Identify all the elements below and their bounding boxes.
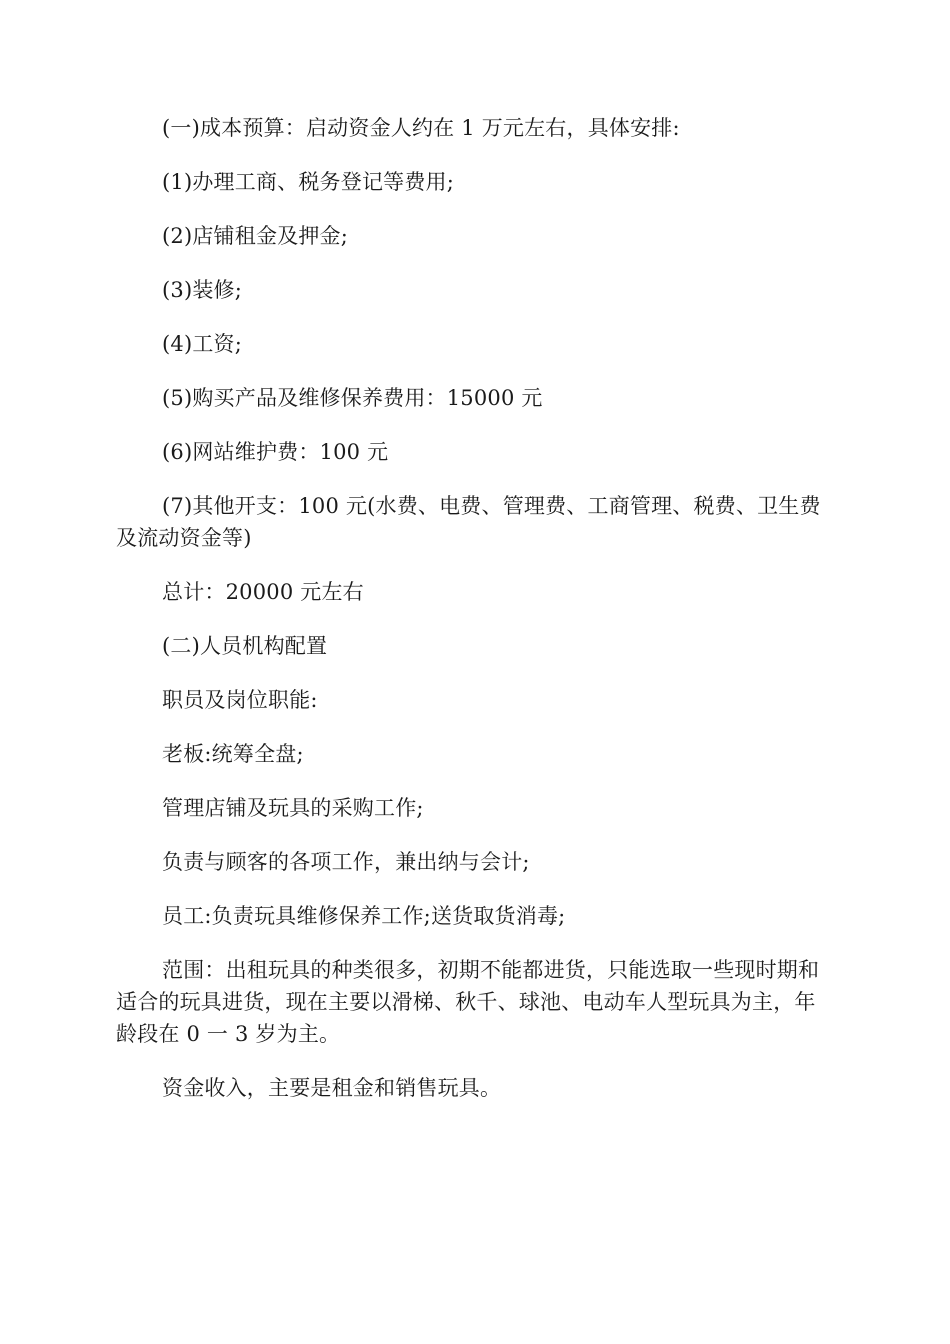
paragraph-item-5: (5)购买产品及维修保养费用：15000 元 — [162, 386, 543, 410]
paragraph-role-management: 管理店铺及玩具的采购工作; — [162, 796, 424, 820]
paragraph-item-4: (4)工资; — [162, 332, 243, 356]
document-body — [116, 112, 832, 1126]
paragraph-item-7: (7)其他开支：100 元(水费、电费、管理费、工商管理、税费、卫生费及流动资金等) — [116, 494, 821, 550]
paragraph-role-customers: 负责与顾客的各项工作，兼出纳与会计; — [162, 850, 530, 874]
paragraph-item-6: (6)网站维护费：100 元 — [162, 440, 389, 464]
paragraph-item-1: (1)办理工商、税务登记等费用; — [162, 170, 455, 194]
paragraph-scope: 范围：出租玩具的种类很多，初期不能都进货，只能选取一些现时期和适合的玩具进货，现在主要以滑梯、秋千、球池、电动车人型玩具为主，年龄段在 0 一 3 岁为主。 — [116, 958, 820, 1046]
paragraph-staffing-heading: (二)人员机构配置 — [162, 634, 328, 658]
paragraph-cost-budget: (一)成本预算：启动资金人约在 1 万元左右，具体安排: — [162, 116, 680, 140]
paragraph-item-2: (2)店铺租金及押金; — [162, 224, 349, 248]
paragraph-income: 资金收入，主要是租金和销售玩具。 — [162, 1076, 502, 1100]
paragraph-roles-heading: 职员及岗位职能: — [162, 688, 318, 712]
paragraph-total: 总计：20000 元左右 — [162, 580, 364, 604]
paragraph-item-3: (3)装修; — [162, 278, 243, 302]
paragraph-role-staff: 员工:负责玩具维修保养工作;送货取货消毒; — [162, 904, 566, 928]
paragraph-role-boss: 老板:统筹全盘; — [162, 742, 304, 766]
